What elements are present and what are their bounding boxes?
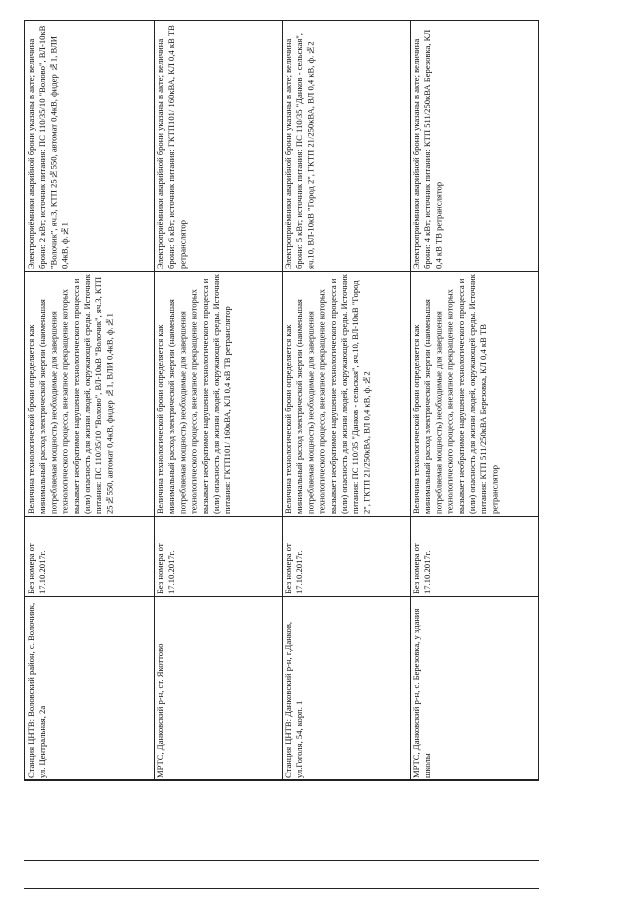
location-cell: МРТС, Данковский р-н, с. Березовка, у здания школы — [411, 606, 433, 778]
location-cell: Станция ЦНТВ: Воловский район, с. Волочиик, ул. Центральная, 2а — [26, 600, 48, 778]
emergency-cell: Электроприёмники аварийной брони указаны в акте; величина брони: 6 кВт; источник питания: ГКТП101/ 160кВА, КЛ 0,4 кВ ТВ ретранслятор — [155, 22, 188, 269]
description-cell: Величина технологической брони определяется как минимальный расход электрической энергии (наименьшая потребляемая мощность) необходимые для завершения технологического процесса, внезапное прекращение которых вызывает необратимое нарушение технологического процесса и (или) опасность для жизни людей, окружающей среды. Источник питания: ПС 110/35/10 "Волово", ВЛ-10кВ "Волочик", яч.3, КТП 25№550, автомат 0,4кВ, фидер №1, ВЛИ 0,4кВ, ф.№1 — [26, 271, 115, 514]
emergency-cell: Электроприёмники аварийной брони указаны в акте; величина брони: 4 кВт; источник питания: КТП 511/250кВА Березовка, КЛ 0,4 кВ ТВ ретранслятор — [411, 27, 444, 269]
horizontal-rule — [24, 888, 539, 889]
emergency-cell: Электроприёмники аварийной брони указаны в акте; величина брони: 2 кВт; источник питания: ПС 110/35/10 "Волово", ВЛ-10кВ "Волочик", яч.3, КТП 25№550, автомат 0,4кВ, фидер №1, ВЛИ 0,4кВ, ф.№1 — [26, 23, 70, 269]
number-cell: Без номера от 17.10.2017г. — [283, 541, 305, 594]
description-cell: Величина технологической брони определяется как минимальный расход электрической энергии (наименьшая потребляемая мощность) необходимые для завершения технологического процесса, внезапное прекращение которых вызывает необратимое нарушение технологического процесса и (или) опасность для жизни людей, окружающей среды. Источник питания: ПС 110/35 "Данков - сельская", яч.10, ВЛ-10кВ "Город 2", ГКТП 21/250кВА, ВЛ 0,4 кВ, ф.№2 — [283, 271, 372, 514]
description-cell: Величина технологической брони определяется как минимальный расход электрической энергии (наименьшая потребляемая мощность) необходимые для завершения технологического процесса, внезапное прекращение которых вызывает необратимое нарушение технологического процесса и (или) опасность для жизни людей, окружающей среды. Источник питания: КТП 511/250кВА Березовка, КЛ 0,4 кВ ТВ ретранслятор — [411, 271, 500, 514]
emergency-cell: Электроприёмники аварийной брони указаны в акте; величина брони: 5 кВт; источник питания: ПС 110/35 "Данков - сельская", яч.10, ВЛ-10кВ "Город 2", ГКТП 21/250кВА, ВЛ 0,4 кВ, ф.№2 — [283, 30, 316, 269]
location-cell: Станция ЦНТВ: Данковский р-н, г.Данков, ул.Гоголя, 54, корп. 1 — [283, 619, 305, 778]
rotated-table — [24, 20, 539, 780]
number-cell: Без номера от 17.10.2017г. — [26, 541, 48, 594]
location-cell: МРТС, Данковский р-н, ст. Якоттово — [155, 643, 165, 778]
description-cell: Величина технологической брони определяется как минимальный расход электрической энергии (наименьшая потребляемая мощность) необходимые для завершения технологического процесса, внезапное прекращение которых вызывает необратимое нарушение технологического процесса и (или) опасность для жизни людей, окружающей среды. Источник питания: ГКТП101/ 160кВА, КЛ 0,4 кВ ТВ ретранслятор — [155, 271, 233, 514]
horizontal-rule — [24, 780, 539, 781]
number-cell: Без номера от 17.10.2017г. — [155, 541, 177, 594]
horizontal-rule — [24, 860, 539, 861]
number-cell: Без номера от 17.10.2017г. — [411, 541, 433, 594]
